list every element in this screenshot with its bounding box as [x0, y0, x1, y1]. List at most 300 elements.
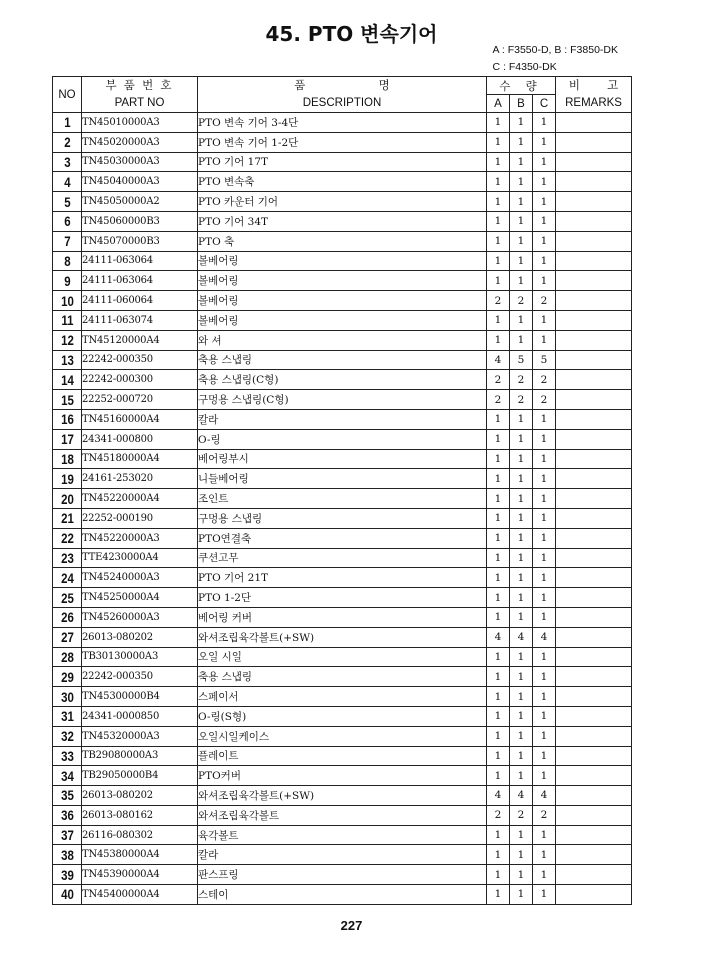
- remarks: [556, 489, 632, 509]
- remarks: [556, 271, 632, 291]
- qty-a: 1: [487, 192, 510, 212]
- description: PTO 1-2단: [198, 588, 487, 608]
- qty-a: 1: [487, 825, 510, 845]
- qty-c: 1: [533, 528, 556, 548]
- part-number: TN45070000B3: [82, 231, 198, 251]
- part-number: TN45040000A3: [82, 172, 198, 192]
- header-no: NO: [53, 77, 82, 113]
- remarks: [556, 449, 632, 469]
- qty-a: 1: [487, 211, 510, 231]
- model-legend: [493, 42, 618, 76]
- remarks: [556, 409, 632, 429]
- remarks: [556, 746, 632, 766]
- part-number: 24111-063064: [82, 251, 198, 271]
- description: PTO연결축: [198, 528, 487, 548]
- qty-b: 1: [510, 885, 533, 905]
- remarks: [556, 211, 632, 231]
- qty-c: 1: [533, 865, 556, 885]
- qty-a: 1: [487, 231, 510, 251]
- qty-c: 5: [533, 350, 556, 370]
- qty-c: 1: [533, 588, 556, 608]
- row-no: 27: [55, 627, 79, 647]
- qty-a: 1: [487, 568, 510, 588]
- part-number: TN45320000A3: [82, 726, 198, 746]
- qty-b: 1: [510, 865, 533, 885]
- description: PTO 기어 21T: [198, 568, 487, 588]
- qty-c: 1: [533, 113, 556, 133]
- part-number: TB29050000B4: [82, 766, 198, 786]
- header-remarks-en: REMARKS: [565, 96, 622, 109]
- part-number: 26013-080162: [82, 805, 198, 825]
- table-row: [53, 489, 632, 509]
- description: 구멍용 스냅링(C형): [198, 390, 487, 410]
- description: PTO 변속 기어 1-2단: [198, 132, 487, 152]
- qty-a: 4: [487, 786, 510, 806]
- table-row: [53, 291, 632, 311]
- remarks: [556, 687, 632, 707]
- table-row: [53, 192, 632, 212]
- qty-a: 1: [487, 152, 510, 172]
- qty-b: 1: [510, 469, 533, 489]
- description: 스페이서: [198, 687, 487, 707]
- header-qty-c: C: [533, 95, 556, 113]
- row-no: 28: [55, 647, 79, 667]
- qty-b: 1: [510, 172, 533, 192]
- qty-a: 1: [487, 687, 510, 707]
- qty-b: 1: [510, 726, 533, 746]
- qty-a: 1: [487, 667, 510, 687]
- qty-b: 1: [510, 489, 533, 509]
- row-no: 36: [55, 805, 79, 825]
- table-row: [53, 825, 632, 845]
- remarks: [556, 330, 632, 350]
- qty-c: 2: [533, 370, 556, 390]
- description: PTO커버: [198, 766, 487, 786]
- description: 판스프링: [198, 865, 487, 885]
- part-number: TN45220000A4: [82, 489, 198, 509]
- description: PTO 기어 34T: [198, 211, 487, 231]
- remarks: [556, 548, 632, 568]
- table-row: [53, 330, 632, 350]
- header-quantity: 수 량: [487, 77, 556, 95]
- description: 오일 시일: [198, 647, 487, 667]
- row-no: 18: [55, 449, 79, 469]
- qty-a: 1: [487, 766, 510, 786]
- table-row: [53, 726, 632, 746]
- qty-a: 1: [487, 409, 510, 429]
- qty-a: 1: [487, 489, 510, 509]
- description: 플레이트: [198, 746, 487, 766]
- description: 축용 스냅링(C형): [198, 370, 487, 390]
- qty-a: 1: [487, 271, 510, 291]
- qty-a: 1: [487, 885, 510, 905]
- table-row: [53, 231, 632, 251]
- table-row: [53, 568, 632, 588]
- table-row: [53, 786, 632, 806]
- row-no: 1: [55, 113, 79, 133]
- row-no: 30: [55, 687, 79, 707]
- qty-a: 1: [487, 706, 510, 726]
- part-number: 26013-080202: [82, 627, 198, 647]
- row-no: 14: [55, 370, 79, 390]
- description: 축용 스냅링: [198, 667, 487, 687]
- part-number: TN45260000A3: [82, 607, 198, 627]
- table-row: [53, 469, 632, 489]
- row-no: 4: [55, 172, 79, 192]
- row-no: 34: [55, 766, 79, 786]
- qty-b: 1: [510, 766, 533, 786]
- part-number: 24341-000800: [82, 429, 198, 449]
- description: 조인트: [198, 489, 487, 509]
- part-number: 24161-253020: [82, 469, 198, 489]
- qty-a: 1: [487, 429, 510, 449]
- qty-c: 1: [533, 746, 556, 766]
- part-number: TN45220000A3: [82, 528, 198, 548]
- qty-a: 1: [487, 528, 510, 548]
- remarks: [556, 113, 632, 133]
- part-number: TN45050000A2: [82, 192, 198, 212]
- qty-c: 1: [533, 548, 556, 568]
- qty-a: 1: [487, 508, 510, 528]
- table-row: [53, 310, 632, 330]
- remarks: [556, 647, 632, 667]
- remarks: [556, 508, 632, 528]
- page-number: 227: [340, 918, 363, 933]
- remarks: [556, 390, 632, 410]
- table-row: [53, 370, 632, 390]
- qty-c: 4: [533, 786, 556, 806]
- part-number: TN45120000A4: [82, 330, 198, 350]
- part-number: 24341-0000850: [82, 706, 198, 726]
- header-part-no: [82, 77, 198, 113]
- qty-b: 1: [510, 706, 533, 726]
- qty-a: 1: [487, 726, 510, 746]
- row-no: 13: [55, 350, 79, 370]
- qty-c: 1: [533, 726, 556, 746]
- qty-a: 4: [487, 350, 510, 370]
- qty-a: 1: [487, 588, 510, 608]
- table-row: [53, 845, 632, 865]
- description: 와셔조립육각볼트(+SW): [198, 627, 487, 647]
- row-no: 37: [55, 825, 79, 845]
- qty-b: 1: [510, 330, 533, 350]
- qty-c: 1: [533, 271, 556, 291]
- header-remarks: [556, 77, 632, 113]
- description: 스테이: [198, 885, 487, 905]
- row-no: 40: [55, 885, 79, 905]
- part-number: TB29080000A3: [82, 746, 198, 766]
- part-number: 22252-000720: [82, 390, 198, 410]
- row-no: 39: [55, 865, 79, 885]
- qty-a: 1: [487, 251, 510, 271]
- description: 니들베어링: [198, 469, 487, 489]
- description: 와셔조립육각볼트(+SW): [198, 786, 487, 806]
- description: PTO 카운터 기어: [198, 192, 487, 212]
- description: 쿠션고무: [198, 548, 487, 568]
- part-number: TN45030000A3: [82, 152, 198, 172]
- qty-b: 1: [510, 132, 533, 152]
- row-no: 33: [55, 746, 79, 766]
- qty-c: 1: [533, 409, 556, 429]
- qty-a: 1: [487, 469, 510, 489]
- description: PTO 변속축: [198, 172, 487, 192]
- remarks: [556, 885, 632, 905]
- qty-b: 2: [510, 390, 533, 410]
- remarks: [556, 845, 632, 865]
- qty-c: 1: [533, 449, 556, 469]
- part-number: 26116-080302: [82, 825, 198, 845]
- table-row: [53, 271, 632, 291]
- qty-a: 1: [487, 172, 510, 192]
- remarks: [556, 350, 632, 370]
- description: 와 셔: [198, 330, 487, 350]
- qty-c: 1: [533, 152, 556, 172]
- row-no: 6: [55, 211, 79, 231]
- description: 구멍용 스냅링: [198, 508, 487, 528]
- row-no: 5: [55, 192, 79, 212]
- header-part-no-ko: 부 품 번 호: [105, 79, 174, 92]
- qty-c: 1: [533, 251, 556, 271]
- description: PTO 축: [198, 231, 487, 251]
- table-row: [53, 350, 632, 370]
- part-number: 24111-060064: [82, 291, 198, 311]
- qty-a: 1: [487, 647, 510, 667]
- qty-c: 1: [533, 568, 556, 588]
- qty-c: 1: [533, 310, 556, 330]
- remarks: [556, 786, 632, 806]
- part-number: 22242-000350: [82, 350, 198, 370]
- part-number: TN45160000A4: [82, 409, 198, 429]
- qty-c: 1: [533, 172, 556, 192]
- remarks: [556, 588, 632, 608]
- row-no: 19: [55, 469, 79, 489]
- qty-a: 1: [487, 548, 510, 568]
- table-row: [53, 607, 632, 627]
- qty-c: 1: [533, 469, 556, 489]
- row-no: 29: [55, 667, 79, 687]
- description: 와셔조립육각볼트: [198, 805, 487, 825]
- remarks: [556, 370, 632, 390]
- qty-a: 1: [487, 132, 510, 152]
- table-row: [53, 885, 632, 905]
- row-no: 16: [55, 409, 79, 429]
- remarks: [556, 192, 632, 212]
- qty-b: 1: [510, 271, 533, 291]
- table-row: [53, 647, 632, 667]
- table-row: [53, 390, 632, 410]
- row-no: 25: [55, 588, 79, 608]
- row-no: 22: [55, 528, 79, 548]
- table-row: [53, 449, 632, 469]
- qty-b: 1: [510, 310, 533, 330]
- remarks: [556, 667, 632, 687]
- qty-b: 1: [510, 845, 533, 865]
- part-number: TN45390000A4: [82, 865, 198, 885]
- table-row: [53, 706, 632, 726]
- qty-b: 1: [510, 449, 533, 469]
- qty-b: 1: [510, 825, 533, 845]
- part-number: 22242-000300: [82, 370, 198, 390]
- qty-c: 2: [533, 291, 556, 311]
- table-row: [53, 528, 632, 548]
- part-number: 24111-063074: [82, 310, 198, 330]
- remarks: [556, 627, 632, 647]
- row-no: 7: [55, 231, 79, 251]
- table-row: [53, 865, 632, 885]
- qty-c: 1: [533, 667, 556, 687]
- remarks: [556, 865, 632, 885]
- qty-b: 1: [510, 231, 533, 251]
- remarks: [556, 152, 632, 172]
- remarks: [556, 251, 632, 271]
- description: O-링(S형): [198, 706, 487, 726]
- remarks: [556, 706, 632, 726]
- qty-b: 1: [510, 528, 533, 548]
- qty-c: 2: [533, 805, 556, 825]
- part-number: 22252-000190: [82, 508, 198, 528]
- row-no: 2: [55, 132, 79, 152]
- table-row: [53, 429, 632, 449]
- qty-c: 1: [533, 845, 556, 865]
- description: 베어링부시: [198, 449, 487, 469]
- qty-c: 1: [533, 429, 556, 449]
- qty-b: 5: [510, 350, 533, 370]
- qty-c: 2: [533, 390, 556, 410]
- remarks: [556, 726, 632, 746]
- row-no: 9: [55, 271, 79, 291]
- header-qty-a: A: [487, 95, 510, 113]
- table-row: [53, 548, 632, 568]
- qty-c: 1: [533, 211, 556, 231]
- qty-c: 1: [533, 330, 556, 350]
- row-no: 12: [55, 330, 79, 350]
- row-no: 35: [55, 786, 79, 806]
- table-row: [53, 152, 632, 172]
- qty-c: 4: [533, 627, 556, 647]
- qty-b: 1: [510, 192, 533, 212]
- remarks: [556, 310, 632, 330]
- qty-b: 4: [510, 627, 533, 647]
- model-legend-line-1: A : F3550-D, B : F3850-DK: [492, 44, 618, 56]
- qty-b: 1: [510, 152, 533, 172]
- table-row: [53, 211, 632, 231]
- header-remarks-ko: 비 고: [568, 79, 619, 92]
- description: O-링: [198, 429, 487, 449]
- qty-b: 1: [510, 588, 533, 608]
- qty-b: 1: [510, 647, 533, 667]
- part-number: 26013-080202: [82, 786, 198, 806]
- table-row: [53, 766, 632, 786]
- table-row: [53, 508, 632, 528]
- description: 볼베어링: [198, 251, 487, 271]
- table-row: [53, 172, 632, 192]
- qty-b: 1: [510, 429, 533, 449]
- description: 육각볼트: [198, 825, 487, 845]
- header-description-en: DESCRIPTION: [302, 96, 382, 109]
- qty-a: 1: [487, 746, 510, 766]
- parts-table-body: [53, 113, 632, 905]
- qty-b: 1: [510, 508, 533, 528]
- qty-c: 1: [533, 706, 556, 726]
- row-no: 20: [55, 489, 79, 509]
- header-description: [198, 77, 487, 113]
- qty-c: 1: [533, 687, 556, 707]
- table-row: [53, 113, 632, 133]
- remarks: [556, 766, 632, 786]
- remarks: [556, 825, 632, 845]
- qty-a: 1: [487, 865, 510, 885]
- description: 칼라: [198, 409, 487, 429]
- table-row: [53, 687, 632, 707]
- row-no: 8: [55, 251, 79, 271]
- row-no: 15: [55, 390, 79, 410]
- description: 축용 스냅링: [198, 350, 487, 370]
- row-no: 24: [55, 568, 79, 588]
- table-row: [53, 251, 632, 271]
- qty-b: 1: [510, 251, 533, 271]
- qty-b: 1: [510, 607, 533, 627]
- part-number: TB30130000A3: [82, 647, 198, 667]
- qty-a: 1: [487, 330, 510, 350]
- qty-a: 4: [487, 627, 510, 647]
- qty-b: 1: [510, 211, 533, 231]
- qty-b: 2: [510, 291, 533, 311]
- description: 볼베어링: [198, 291, 487, 311]
- qty-b: 1: [510, 687, 533, 707]
- remarks: [556, 607, 632, 627]
- table-row: [53, 409, 632, 429]
- header-qty-b: B: [510, 95, 533, 113]
- row-no: 26: [55, 607, 79, 627]
- part-number: TTE4230000A4: [82, 548, 198, 568]
- part-number: TN45020000A3: [82, 132, 198, 152]
- table-row: [53, 746, 632, 766]
- header-description-ko: 품 명: [294, 79, 390, 92]
- part-number: TN45300000B4: [82, 687, 198, 707]
- description: 볼베어링: [198, 310, 487, 330]
- qty-a: 1: [487, 607, 510, 627]
- qty-c: 1: [533, 825, 556, 845]
- qty-a: 2: [487, 390, 510, 410]
- remarks: [556, 568, 632, 588]
- description: 칼라: [198, 845, 487, 865]
- page-title: 45. PTO 변속기어: [265, 22, 438, 46]
- row-no: 38: [55, 845, 79, 865]
- qty-b: 4: [510, 786, 533, 806]
- qty-b: 1: [510, 113, 533, 133]
- row-no: 32: [55, 726, 79, 746]
- qty-b: 1: [510, 667, 533, 687]
- table-row: [53, 805, 632, 825]
- part-number: TN45180000A4: [82, 449, 198, 469]
- qty-b: 1: [510, 746, 533, 766]
- qty-c: 1: [533, 647, 556, 667]
- qty-b: 1: [510, 568, 533, 588]
- qty-a: 1: [487, 310, 510, 330]
- qty-c: 1: [533, 132, 556, 152]
- row-no: 3: [55, 152, 79, 172]
- remarks: [556, 429, 632, 449]
- qty-a: 2: [487, 805, 510, 825]
- table-row: [53, 132, 632, 152]
- part-number: 22242-000350: [82, 667, 198, 687]
- qty-b: 1: [510, 409, 533, 429]
- row-no: 10: [55, 291, 79, 311]
- part-number: TN45250000A4: [82, 588, 198, 608]
- header-part-no-en: PART NO: [114, 96, 165, 109]
- qty-c: 1: [533, 192, 556, 212]
- description: 오일시일케이스: [198, 726, 487, 746]
